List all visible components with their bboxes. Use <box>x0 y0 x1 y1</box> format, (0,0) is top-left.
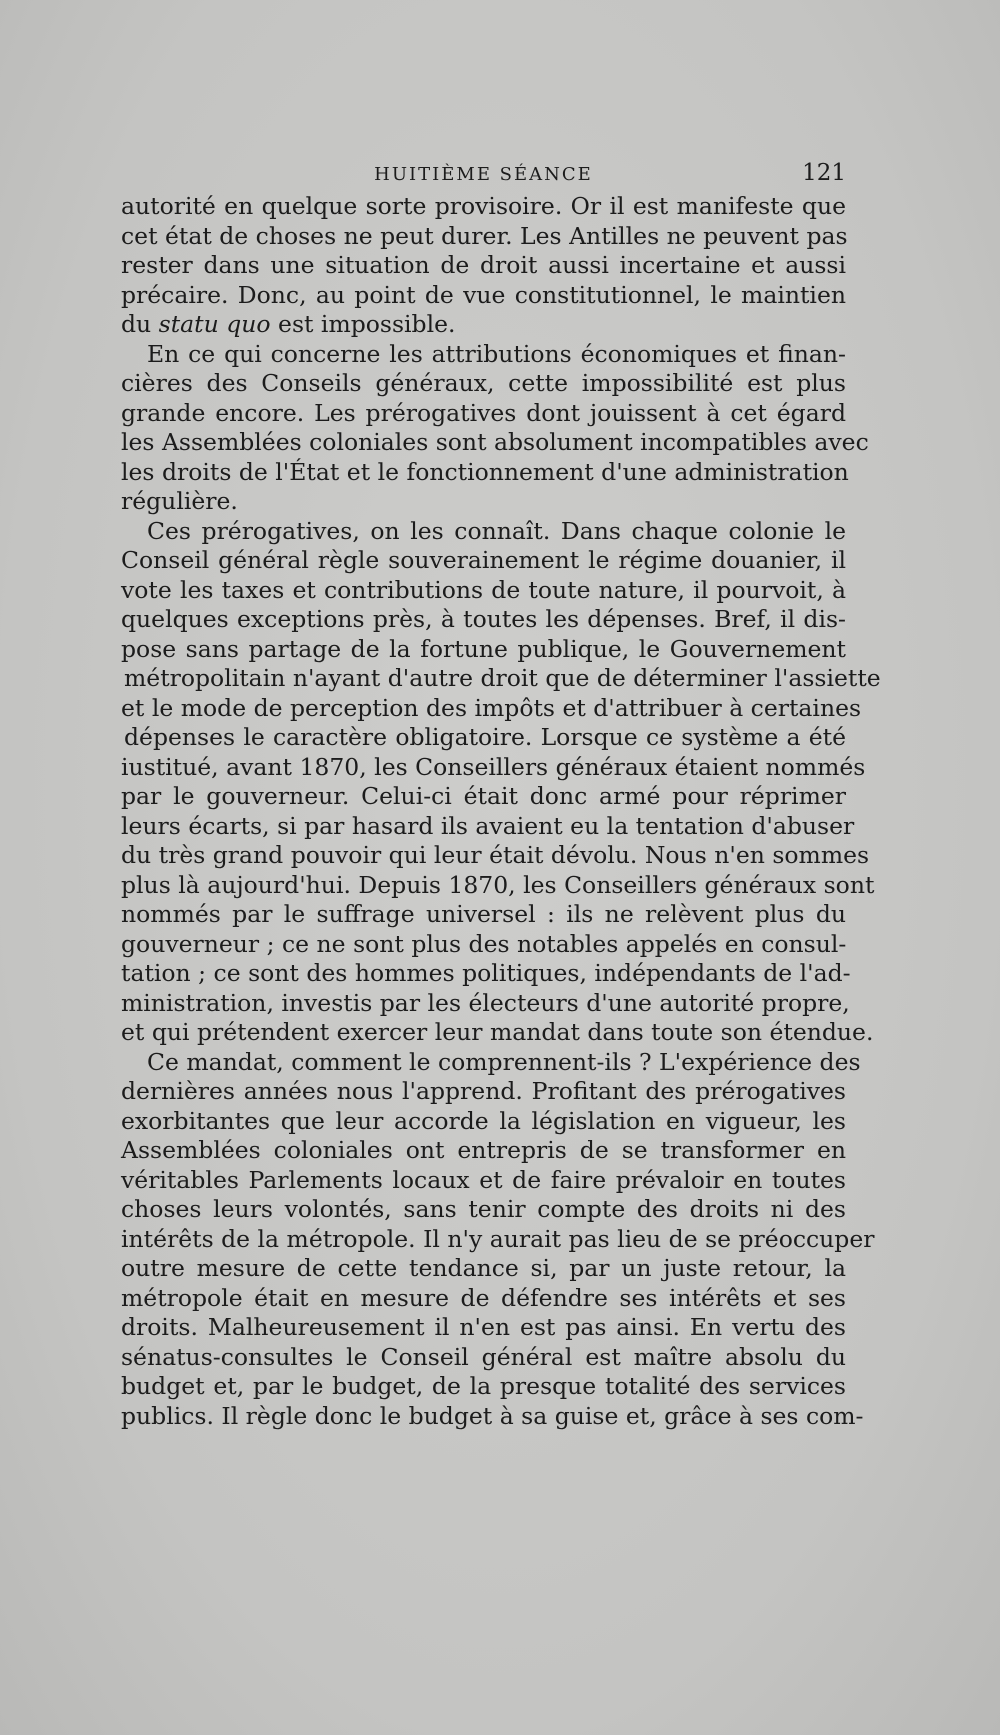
text-fragment: du <box>121 310 152 338</box>
text-line: régulière. <box>121 487 238 515</box>
text-line: choses leurs volontés, sans tenir compte des droits ni des <box>121 1195 846 1223</box>
text-line <box>121 310 846 340</box>
text-line: Ce mandat, comment le comprennent-ils ? L'expérience des <box>147 1047 861 1076</box>
text-line: droits. Malheureusement il n'en est pas ainsi. En vertu des <box>121 1313 846 1341</box>
text-line: du très grand pouvoir qui leur était dévolu. Nous n'en sommes <box>121 841 870 869</box>
text-line: autorité en quelque sorte provisoire. Or il est manifeste que <box>121 192 846 220</box>
text-line: gouverneur ; ce ne sont plus des notables appelés en consul- <box>121 929 847 958</box>
text-line: véritables Parlements locaux et de faire prévaloir en toutes <box>121 1165 846 1194</box>
text-line: grande encore. Les prérogatives dont jouissent à cet égard <box>121 398 846 427</box>
text-line: par le gouverneur. Celui-ci était donc armé pour réprimer <box>121 782 846 810</box>
text-line: pose sans partage de la fortune publique, le Gouvernement <box>121 634 846 663</box>
text-line: précaire. Donc, au point de vue constitutionnel, le maintien <box>121 280 846 309</box>
body-text <box>121 192 881 1431</box>
text-line: rester dans une situation de droit aussi incertaine et aussi <box>121 251 846 279</box>
text-line: Ces prérogatives, on les connaît. Dans chaque colonie le <box>147 516 846 545</box>
text-line: quelques exceptions près, à toutes les dépenses. Bref, il dis- <box>121 605 846 633</box>
text-line: Assemblées coloniales ont entrepris de se transformer en <box>121 1136 846 1164</box>
text-line: intérêts de la métropole. Il n'y aurait pas lieu de se préoccuper <box>121 1224 875 1253</box>
text-line: métropole était en mesure de défendre ses intérêts et ses <box>121 1283 846 1312</box>
text-line: En ce qui concerne les attributions économiques et finan- <box>147 339 846 368</box>
text-line: publics. Il règle donc le budget à sa guise et, grâce à ses com- <box>121 1401 864 1430</box>
text-line: cières des Conseils généraux, cette impossibilité est plus <box>121 369 846 397</box>
text-line: et le mode de perception des impôts et d'attribuer à certaines <box>121 693 862 722</box>
text-line: et qui prétendent exercer leur mandat dans toute son étendue. <box>121 1018 874 1046</box>
text-line: cet état de choses ne peut durer. Les Antilles ne peuvent pas <box>121 221 848 250</box>
text-fragment: est impossible. <box>278 310 456 338</box>
text-line: dépenses le caractère obligatoire. Lorsque ce système a été <box>124 723 846 751</box>
text-line: dernières années nous l'apprend. Profitant des prérogatives <box>121 1077 846 1105</box>
text-line: leurs écarts, si par hasard ils avaient eu la tentation d'abuser <box>121 811 855 840</box>
running-head <box>121 160 846 188</box>
text-line: ministration, investis par les électeurs d'une autorité propre, <box>121 988 850 1017</box>
text-line: tation ; ce sont des hommes politiques, indépendants de l'ad- <box>121 959 851 987</box>
text-line: exorbitantes que leur accorde la législation en vigueur, les <box>121 1106 846 1135</box>
text-line: les Assemblées coloniales sont absolument incompatibles avec <box>121 428 869 456</box>
text-line: iustitué, avant 1870, les Conseillers généraux étaient nommés <box>121 752 866 781</box>
text-line: sénatus-consultes le Conseil général est maître absolu du <box>121 1342 846 1371</box>
italic-term: statu quo <box>158 310 271 338</box>
text-line: les droits de l'État et le fonctionnement d'une administration <box>121 457 849 486</box>
text-line: Conseil général règle souverainement le régime douanier, il <box>121 546 846 574</box>
text-line: vote les taxes et contributions de toute nature, il pourvoit, à <box>121 575 846 604</box>
text-line: outre mesure de cette tendance si, par un juste retour, la <box>121 1254 846 1282</box>
chapter-title: HUITIÈME SÉANCE <box>374 164 593 185</box>
text-line: métropolitain n'ayant d'autre droit que de déterminer l'assiette <box>124 664 881 692</box>
text-line: nommés par le suffrage universel : ils ne relèvent plus du <box>121 900 846 928</box>
text-line: budget et, par le budget, de la presque totalité des services <box>121 1372 846 1400</box>
page-number: 121 <box>802 160 846 186</box>
text-line: plus là aujourd'hui. Depuis 1870, les Conseillers généraux sont <box>121 870 875 899</box>
